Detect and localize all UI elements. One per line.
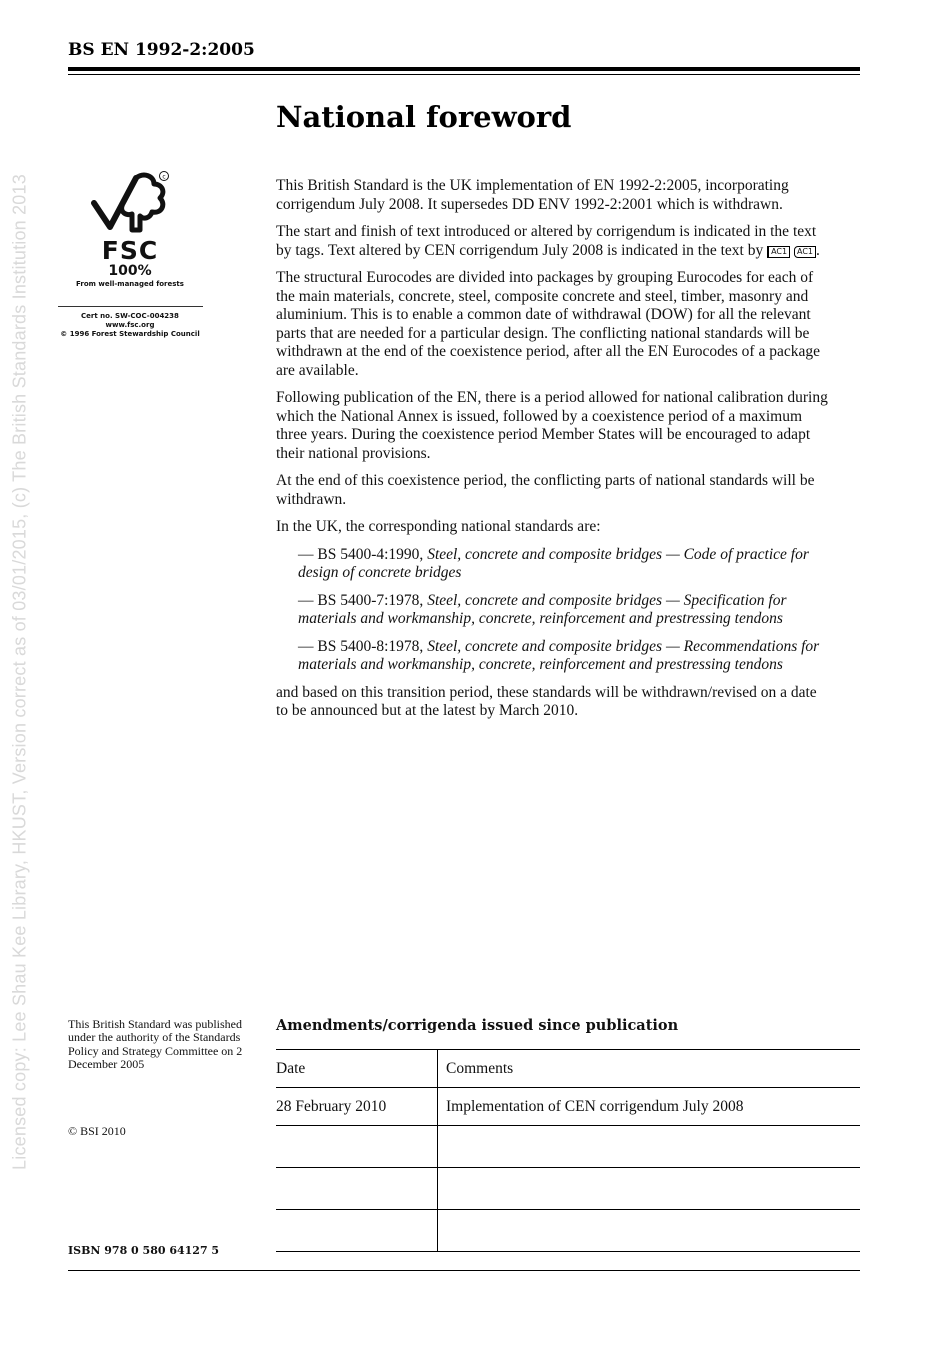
standard-title: Steel, concrete and composite bridges — Recommendations for materials and workmanship, concrete, reinforcement and prestressing tendons — [298, 637, 820, 673]
license-watermark: Licensed copy: Lee Shau Kee Library, HKUST, Version correct as of 03/01/2015, (c) The British Standards Institution 2013 — [9, 174, 30, 1170]
fsc-website: www.fsc.org — [105, 321, 155, 329]
fsc-cert-number: Cert no. SW-COC-004238 — [81, 312, 179, 320]
fsc-divider — [58, 306, 203, 307]
standard-list-item — [298, 638, 832, 675]
paragraph: In the UK, the corresponding national standards are: — [276, 518, 601, 535]
standard-code: — BS 5400-8:1978, — [298, 637, 428, 655]
foreword-body — [276, 177, 832, 730]
amendments-table — [276, 1049, 860, 1252]
table-row-empty — [276, 1126, 860, 1168]
amendments-heading: Amendments/corrigenda issued since publication — [276, 1017, 679, 1034]
fsc-logo — [60, 170, 210, 350]
fsc-tagline: From well-managed forests — [76, 280, 184, 288]
amendment-date: 28 February 2010 — [276, 1088, 438, 1126]
standard-list-item — [298, 546, 832, 583]
standard-code: — BS 5400-4:1990, — [298, 545, 428, 563]
paragraph-end: . — [816, 241, 820, 259]
publication-note: This British Standard was published under the authority of the Standards Policy and Strategy Committee on 2 December 2005 — [68, 1017, 243, 1071]
table-cell-empty — [438, 1168, 861, 1210]
paragraph-text: The start and finish of text introduced or altered by corrigendum is indicated in the text by tags. Text altered by CEN corrigendum July 2008 is indicated in the text by — [276, 223, 817, 259]
table-row-empty — [276, 1210, 860, 1252]
standard-code: — BS 5400-7:1978, — [298, 591, 428, 609]
fsc-copyright: © 1996 Forest Stewardship Council — [60, 330, 200, 338]
paragraph: The structural Eurocodes are divided into packages by grouping Eurocodes for each of the main materials, concrete, steel, composite concrete and steel, timber, masonry and aluminium. This is to enable a common date of withdrawal (DOW) for all the relevant parts that are needed for a particular design. The conflicting national standards will be withdrawn at the end of the coexistence period, after all the EN Eurocodes of a package are available. — [276, 269, 820, 379]
table-cell-empty — [438, 1126, 861, 1168]
page-title: National foreword — [276, 100, 572, 134]
standard-title: Steel, concrete and composite bridges — Code of practice for design of concrete bridges — [298, 545, 809, 581]
table-row-empty — [276, 1168, 860, 1210]
footer-rule — [68, 1270, 860, 1271]
corrigendum-end-tag-icon: AC1 — [794, 246, 816, 258]
isbn: ISBN 978 0 580 64127 5 — [68, 1244, 220, 1257]
fsc-tree-check-icon — [90, 170, 175, 240]
paragraph — [276, 223, 832, 260]
standard-list-item — [298, 592, 832, 629]
table-header-row — [276, 1050, 860, 1088]
header-rule-thick — [68, 67, 860, 71]
table-cell-empty — [276, 1126, 438, 1168]
table-cell-empty — [276, 1168, 438, 1210]
fsc-percent: 100% — [108, 263, 152, 279]
copyright-notice: © BSI 2010 — [68, 1124, 126, 1138]
fsc-mark: FSC — [101, 236, 159, 265]
corrigendum-start-tag-icon: AC1 — [767, 246, 790, 258]
svg-text:c: c — [162, 173, 166, 181]
paragraph: Following publication of the EN, there is a period allowed for national calibration during which the National Annex is issued, followed by a coexistence period of a maximum three years. During the coexistence period Member States will be encouraged to adapt their national provisions. — [276, 389, 828, 462]
paragraph: At the end of this coexistence period, the conflicting parts of national standards will be withdrawn. — [276, 472, 815, 508]
paragraph: This British Standard is the UK implementation of EN 1992-2:2005, incorporating corrigendum July 2008. It supersedes DD ENV 1992-2:2001 which is withdrawn. — [276, 177, 789, 213]
table-cell-empty — [276, 1210, 438, 1252]
paragraph: and based on this transition period, these standards will be withdrawn/revised on a date to be announced but at the latest by March 2010. — [276, 683, 817, 719]
column-header-comments: Comments — [438, 1050, 861, 1088]
table-row — [276, 1088, 860, 1126]
amendment-comment: Implementation of CEN corrigendum July 2008 — [438, 1088, 861, 1126]
fsc-certificate — [60, 312, 200, 339]
standard-title: Steel, concrete and composite bridges — Specification for materials and workmanship, concrete, reinforcement and prestressing tendons — [298, 591, 787, 627]
table-cell-empty — [438, 1210, 861, 1252]
column-header-date: Date — [276, 1050, 438, 1088]
header-rule-thin — [68, 74, 860, 75]
document-id: BS EN 1992-2:2005 — [68, 40, 255, 60]
